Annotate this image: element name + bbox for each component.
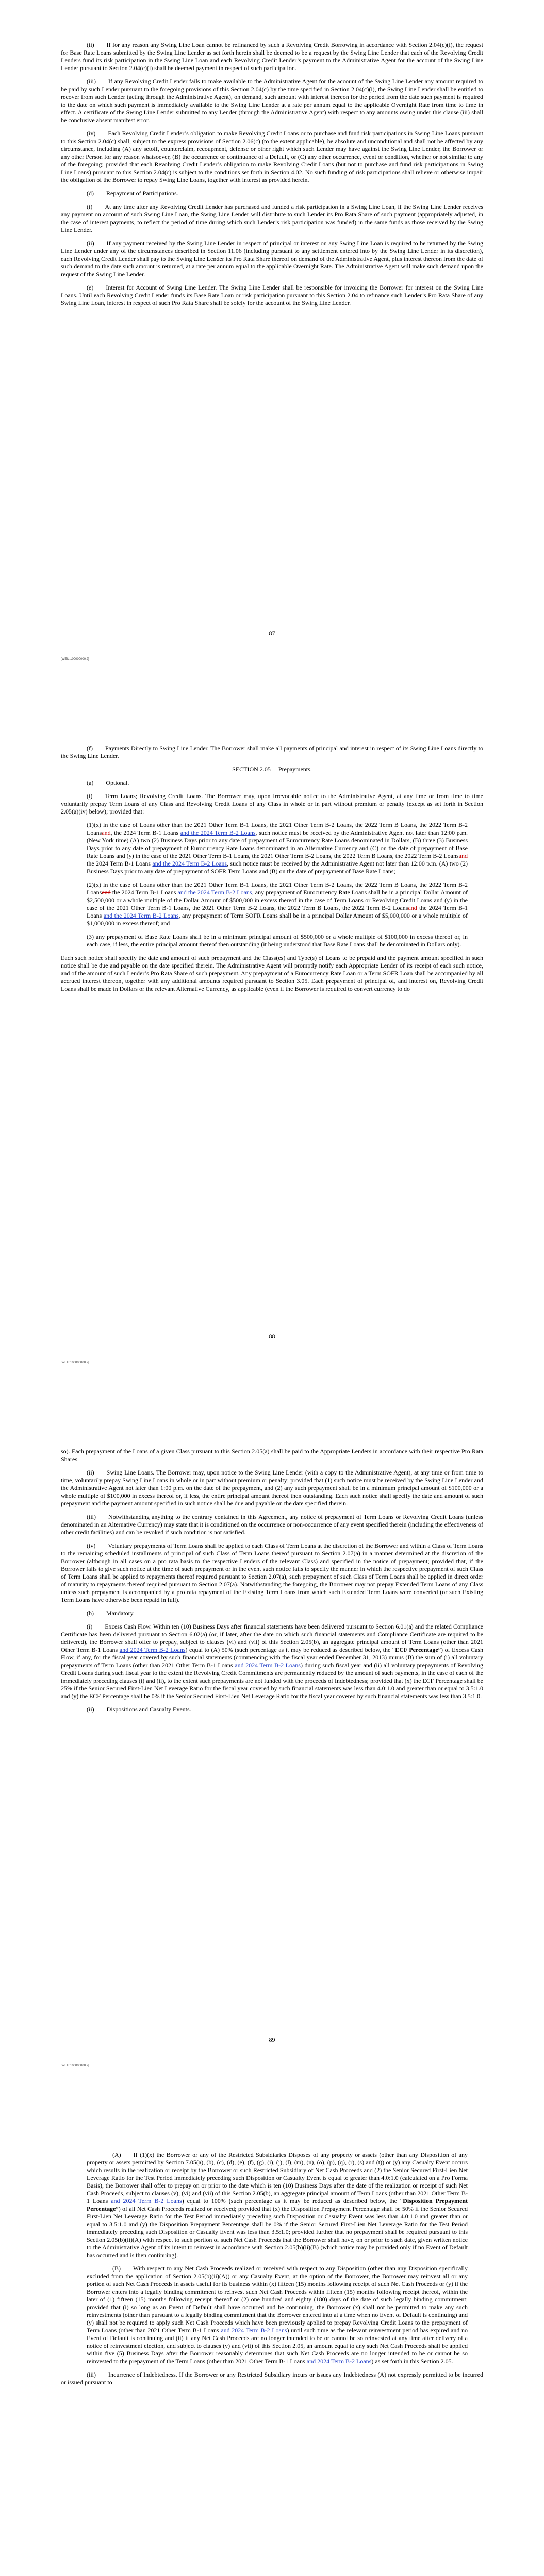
page-content (61, 1448, 483, 1719)
para-text: ”) of Excess Cash Flow, if any, for the fiscal year covered by such financial statements (commencing with the fiscal year ended December 31, 2013) minus (B) the sum of (i) all voluntary prepayments of Term Loans (other than 2021 Other Term B-1 Loans (61, 1646, 483, 1669)
clause-text: (2)(x) in the case of Loans other than the 2021 Other Term B-1 Loans, the 2021 Other Term B-2 Loans, the 2022 Term B Loans, the 2022 Term B-2 Loans (87, 881, 468, 896)
heading-optional: (a) Optional. (87, 779, 129, 786)
deleted-text: and (102, 829, 111, 836)
document-id: [WEIL:100000000.2] (61, 1361, 89, 1364)
page-number: 89 (269, 2036, 275, 2043)
paragraph-f: (f) Payments Directly to Swing Line Lender. The Borrower shall make all payments of principal and interest in respect of its Swing Line Loans directly to the Swing Line Lender. (61, 744, 483, 759)
clause-text: , the 2024 Term B-1 Loans (110, 829, 179, 836)
deleted-text: and (408, 904, 417, 911)
page-number: 88 (269, 1333, 275, 1340)
paragraph-a-iv: (iv) Voluntary prepayments of Term Loans shall be applied to each Class of Term Loans at the discretion of the Borrower and within a Class of Term Loans to the remaining scheduled installments of principal of such Class of Term Loans thereof pursuant to Section 2.07(a) in a manner determined at the discretion of the Borrower (although in all cases on a pro rata basis to the respective Lenders of the relevant Class) and specified in the notice of prepayment; provided that, if the Borrower fails to give such notice at the time of such prepayment or in the event such notice fails to specify the manner in which the respective prepayment of such Class of Term Loans shall be applied to repayments thereof required pursuant to Section 2.07(a), such prepayment of such Class of Term Loans shall be applied in direct order of maturity to repayments thereof required pursuant to Section 2.07(a). Notwithstanding the foregoing, the Borrower may not prepay Extended Term Loans of any Class unless such prepayment is accompanied by a pro rata repayment of the Existing Term Loans from which such Extended Term Loans were converted (or such Existing Term Loans have otherwise been repaid in full). (61, 1542, 483, 1603)
clause-text: the 2024 Term B-1 Loans (87, 860, 151, 867)
clause-text: (1)(x) in the case of Loans other than the 2021 Other Term B-1 Loans, the 2021 Other Term B-2 Loans, the 2022 Term B Loans, the 2022 Term B-2 Loans (87, 821, 468, 836)
inserted-text: and the 2024 Term B-2 Loans (177, 889, 252, 896)
para-text: ”) of all Net Cash Proceeds realized or received; provided that (x) the Disposition Prepayment Percentage shall be 50% if the Senior Secured First-Lien Net Leverage Ratio for the Test Period immediately preceding such Disposition or Casualty Event was less than 4.0:1.0 and greater than or equal to 3.5:1.0 and (y) the Disposition Prepayment Percentage shall be 0% if the Senior Secured First-Lien Net Leverage Ratio for the Test Period immediately preceding such Disposition or Casualty Event was less than 3.5:1.0; provided further that no prepayment shall be required pursuant to this Section 2.05(b)(ii)(A) with respect to such portion of such Net Cash Proceeds that the Borrower shall have, on or prior to such date, given written notice to the Administrative Agent of its intent to reinvest in accordance with Section 2.05(b)(ii)(B) (which notice may be provided only if no Event of Default has occurred and is then continuing). (87, 2205, 468, 2259)
paragraph-b-iii: (iii) Incurrence of Indebtedness. If the Borrower or any Restricted Subsidiary incurs or issues any Indebtedness (A) not expressly permitted to be incurred or issued pursuant to (61, 2371, 483, 2386)
inserted-text: and 2024 Term B-2 Loans (235, 1662, 301, 1669)
paragraph-a-ii: (ii) Swing Line Loans. The Borrower may, upon notice to the Swing Line Lender (with a copy to the Administrative Agent), at any time or from time to time, voluntarily prepay Swing Line Loans in whole or in part without premium or penalty; provided that (1) such notice must be received by the Swing Line Lender and the Administrative Agent not later than 1:00 p.m. on the date of the prepayment, and (2) any such prepayment shall be in a minimum principal amount of $100,000 or a whole multiple of $100,000 in excess thereof or, if less, the entire principal amount thereof then outstanding. Each such notice shall specify the date and amount of such prepayment and the payment amount specified in such notice shall be due and payable on the date specified therein. (61, 1469, 483, 1507)
inserted-text: and the 2024 Term B-2 Loans (180, 829, 256, 836)
inserted-text: and 2024 Term B-2 Loans (111, 2197, 182, 2205)
paragraph-b-i (61, 1623, 483, 1700)
paragraph-continued: so). Each prepayment of the Loans of a given Class pursuant to this Section 2.05(a) shall be paid to the Appropriate Lenders in accordance with their respective Pro Rata Shares. (61, 1448, 483, 1463)
inserted-text: and the 2024 Term B-2 Loans (152, 860, 227, 867)
paragraph-e: (e) Interest for Account of Swing Line Lender. The Swing Line Lender shall be responsible for invoicing the Borrower for interest on the Swing Line Loans. Until each Revolving Credit Lender funds its Base Rate Loan or risk participation pursuant to this Section 2.04 to refinance such Lender’s Pro Rata Share of any Swing Line Loan, interest in respect of such Pro Rata Share shall be solely for the account of the Swing Line Lender. (61, 284, 483, 307)
para-text: (A) If (1)(x) the Borrower or any of the Restricted Subsidiaries Disposes of any property or assets (other than any Disposition of any property or assets permitted by Section 7.05(a), (b), (c), (d), (e), (f), (g), (i), (j), (l), (m), (n), (o), (p), (q), (r), (s) and (t)) or (y) any Casualty Event occurs which results in the realization or receipt by the Borrower or such Restricted Subsidiary of Net Cash Proceeds and (2) the Senior Secured First-Lien Net Leverage Ratio for the Test Period immediately preceding such Disposition or Casualty Event is equal to greater than 4.0:1.0 (calculated on a Pro Forma Basis), the Borrower shall offer to prepay on or prior to the date which is ten (10) Business Days after the date of the realization or receipt of such Net Cash Proceeds, subject to clauses (v), (vi) and (vii) of this Section 2.05(b), an aggregate principal amount of Term Loans (other than 2021 Other Term B-1 Loans (87, 2151, 468, 2205)
section-label: SECTION 2.05 (232, 766, 271, 773)
inserted-text: and 2024 Term B-2 Loans (119, 1646, 186, 1653)
para-text: (i) Excess Cash Flow. Within ten (10) Business Days after financial statements have been delivered pursuant to Section 6.01(a) and the related Compliance Certificate has been delivered pursuant to Section 6.02(a) (or, if later, after the date on which such financial statements and Compliance Certificate are required to be delivered), the Borrower shall offer to prepay, subject to clauses (vi) and (vii) of this Section 2.05(b), an aggregate principal amount of Term Loans (other than 2021 Other Term B-1 Loans (61, 1623, 483, 1653)
clause-text: , any prepayment of Eurocurrency Rate Loans shall be in a principal Dollar Amount of $2,500,000 or a whole multiple of the Dollar Amount of $500,000 in excess thereof in the case of Term Loans or Revolving Credit Loans and (y) in the case of the 2021 Other Term B-1 Loans, the 2021 Other Term B-2 Loans, the 2022 Term B Loans, the 2022 Term B-2 Loans (87, 889, 468, 911)
para-text: ) during such fiscal year and (ii) all voluntary prepayments of Revolving Credit Loans during such fiscal year to the extent the Revolving Credit Commitments are permanently reduced by the amount of such payments, in the case of each of the immediately preceding clauses (i) and (ii), to the extent such prepayments are not funded with the proceeds of Indebtedness; provided that (x) the ECF Percentage shall be 25% if the Senior Secured First-Lien Net Leverage Ratio for the fiscal year covered by such financial statements was less than 4.0:1.0 and greater than or equal to 3.5:1.0 and (y) the ECF Percentage shall be 0% if the Senior Secured First-Lien Net Leverage Ratio for the fiscal year covered by such financial statements was less than 3.5:1.0. (61, 1662, 484, 1700)
page-number: 87 (269, 630, 275, 637)
clause-text: , such notice must be received by the Administrative Agent not later than 12:00 p.m. (New York time) (A) two (2) Business Days prior to any date of prepayment of Eurocurrency Rate Loans denominated in Dollars, (B) three (3) Business Days prior to any date of prepayment of Eurocurrency Rate Loans denominated in an Alternative Currency and (C) on the date of prepayment of Base Rate Loans and (y) in the case of the 2021 Other Term B-1 Loans, the 2021 Other Term B-2 Loans, the 2022 Term B Loans, the 2022 Term B-2 Loans (87, 829, 468, 859)
deleted-text: and (458, 852, 468, 859)
page-content (61, 41, 483, 313)
page-content (61, 2151, 483, 2392)
paragraph-d-ii: (ii) If any payment received by the Swing Line Lender in respect of principal or interest on any Swing Line Loan is required to be returned by the Swing Line Lender under any of the circumstances described in Section 11.06 (including pursuant to any settlement entered into by the Swing Line Lender in its discretion), each Revolving Credit Lender shall pay to the Swing Line Lender its Pro Rata Share thereof on demand of the Administrative Agent, plus interest thereon from the date of such demand to the date such amount is returned, at a rate per annum equal to the applicable Overnight Rate. The Administrative Agent will make such demand upon the request of the Swing Line Lender. (61, 240, 483, 278)
para-text: ) equal to 100% (such percentage as it may be reduced as described below, the “ (182, 2197, 403, 2205)
paragraph-a-iii: (iii) Notwithstanding anything to the contrary contained in this Agreement, any notice of prepayment of Term Loans or Revolving Credit Loans (unless denominated in an Alternative Currency) may state that it is conditioned on the occurrence or non-occurrence of any event specified therein (including the effectiveness of other credit facilities) and can be revoked if such condition is not satisfied. (61, 1513, 483, 1536)
paragraph-d-i: (i) At any time after any Revolving Credit Lender has purchased and funded a risk participation in a Swing Line Loan, if the Swing Line Lender receives any payment on account of such Swing Line Loan, the Swing Line Lender will distribute to such Lender its Pro Rata Share of such payment (appropriately adjusted, in the case of interest payments, to reflect the period of time during which such Lender’s risk participation was funded) in the same funds as those received by the Swing Line Lender. (61, 203, 483, 233)
clause-text: , any prepayment of Term SOFR Loans shall be in a principal Dollar Amount of $5,000,000 or a whole multiple of $1,000,000 in excess thereof; and (87, 912, 468, 927)
defined-term: ECF Percentage (395, 1646, 438, 1653)
paragraph-c-iv: (iv) Each Revolving Credit Lender’s obligation to make Revolving Credit Loans or to purchase and fund risk participations in Swing Line Loans pursuant to this Section 2.04(c) shall, subject to the express provisions of Section 2.06(c) (to the extent applicable), be absolute and unconditional and shall not be affected by any circumstance, including (A) any setoff, counterclaim, recoupment, defense or other right which such Lender may have against the Swing Line Lender, the Borrower or any other Person for any reason whatsoever, (B) the occurrence or continuance of a Default, or (C) any other occurrence, event or condition, whether or not similar to any of the foregoing; provided that each Revolving Credit Lender’s obligation to make Revolving Credit Loans (but not to purchase and fund risk participations in Swing Line Loans) pursuant to this Section 2.04(c) is subject to the conditions set forth in Section 4.02. No such funding of risk participations shall relieve or otherwise impair the obligation of the Borrower to repay Swing Line Loans, together with interest as provided herein. (61, 130, 483, 183)
document-page-89 (0, 1406, 544, 2110)
heading-dispositions: (ii) Dispositions and Casualty Events. (87, 1706, 191, 1713)
document-page-88 (0, 703, 544, 1406)
section-heading (61, 766, 483, 773)
paragraph-c-ii: (ii) If for any reason any Swing Line Loan cannot be refinanced by such a Revolving Credit Borrowing in accordance with Section 2.04(c)(i), the request for Base Rate Loans submitted by the Swing Line Lender as set forth herein shall be deemed to be a request by the Swing Line Lender that each of the Revolving Credit Lenders fund its risk participation in the Swing Line Loan and each Revolving Credit Lender’s payment to the Administrative Agent for the account of the Swing Line Lender pursuant to Section 2.04(c)(i) shall be deemed payment in respect of such participation. (61, 41, 483, 72)
document-id: [WEIL:100000000.2] (61, 658, 89, 661)
paragraph-a-i: (i) Term Loans; Revolving Credit Loans. The Borrower may, upon irrevocable notice to the Administrative Agent, at any time or from time to time voluntarily prepay Term Loans of any Class and Revolving Credit Loans of any Class in whole or in part without premium or penalty (except as set forth in Section 2.05(a)(iv) below); provided that: (61, 792, 483, 815)
clause-text: the 2024 Term B-1 Loans (87, 904, 468, 919)
clause-text: the 2024 Term B-1 Loans (110, 889, 176, 896)
heading-repayment-of-participations: (d) Repayment of Participations. (87, 190, 178, 197)
clause-text: , such notice must be received by the Administrative Agent not later than 12:00 p.m. (A) two (2) Business Days prior to any date of prepayment of SOFR Term Loans and (B) on the date of prepayment of Base Rate Loans; (87, 860, 468, 875)
document-id: [WEIL:100000000.2] (61, 2064, 89, 2067)
document-page-90 (0, 2110, 544, 2576)
clause-1 (87, 821, 468, 875)
paragraph-B (87, 2265, 468, 2365)
clause-3: (3) any prepayment of Base Rate Loans shall be in a minimum principal amount of $500,000 or a whole multiple of $100,000 in excess thereof or, in each case, if less, the entire principal amount thereof then outstanding (it being understood that Base Rate Loans shall be denominated in Dollars only). (87, 933, 468, 948)
inserted-text: and 2024 Term B-2 Loans (221, 2327, 287, 2334)
para-text: ) equal to (A) 50% (such percentage as it may be reduced as described below, the “ (185, 1646, 395, 1653)
inserted-text: and the 2024 Term B-2 Loans (103, 912, 179, 919)
deleted-text: and (102, 889, 111, 896)
section-title: Prepayments. (278, 766, 312, 773)
inserted-text: and 2024 Term B-2 Loans (306, 2358, 372, 2365)
heading-mandatory: (b) Mandatory. (87, 1609, 135, 1617)
document-page-87 (0, 0, 544, 703)
para-text: ) until such time as the relevant reinvestment period has expired and no Event of Default is continuing and (ii) if any Net Cash Proceeds are no longer intended to be or cannot be so reinvested at any time after delivery of a notice of reinvestment election, and subject to clauses (v) and (vii) of this Section 2.05, an amount equal to any such Net Cash Proceeds shall be applied within five (5) Business Days after the Borrower reasonably determines that such Net Cash Proceeds are no longer intended to be or cannot be so reinvested to the prepayment of the Term Loans (other than 2021 Other Term B-1 Loans (87, 2327, 468, 2365)
paragraph-notice: Each such notice shall specify the date and amount of such prepayment and the Class(es) and Type(s) of Loans to be prepaid and the payment amount specified in such notice shall be due and payable on the date specified therein. The Administrative Agent will promptly notify each Appropriate Lender of its receipt of each such notice, and of the amount of such Lender’s Pro Rata Share of such prepayment. Any prepayment of a Eurocurrency Rate Loan or a Term SOFR Loan shall be accompanied by all accrued interest thereon, together with any additional amounts required pursuant to Section 3.05. Each prepayment of principal of, and interest on, Revolving Credit Loans shall be made in Dollars or the relevant Alternative Currency, as applicable (even if the Borrower is required to convert currency to do (61, 954, 483, 992)
page-content (61, 744, 483, 998)
paragraph-A (87, 2151, 468, 2259)
paragraph-c-iii: (iii) If any Revolving Credit Lender fails to make available to the Administrative Agent for the account of the Swing Line Lender any amount required to be paid by such Lender pursuant to the foregoing provisions of this Section 2.04(c) by the time specified in Section 2.04(c)(i), the Swing Line Lender shall be entitled to recover from such Lender (acting through the Administrative Agent), on demand, such amount with interest thereon for the period from the date such payment is required to the date on which such payment is immediately available to the Swing Line Lender at a rate per annum equal to the applicable Overnight Rate from time to time in effect. A certificate of the Swing Line Lender submitted to any Lender (through the Administrative Agent) with respect to any amounts owing under this clause (iii) shall be conclusive absent manifest error. (61, 78, 483, 124)
para-text: (B) With respect to any Net Cash Proceeds realized or received with respect to any Disposition (other than any Disposition specifically excluded from the application of Section 2.05(b)(ii)(A)) or any Casualty Event, at the option of the Borrower, the Borrower may reinvest all or any portion of such Net Cash Proceeds in assets useful for its business within (x) fifteen (15) months following receipt of such Net Cash Proceeds or (y) if the Borrower enters into a legally binding commitment to reinvest such Net Cash Proceeds within fifteen (15) months following receipt thereof, within the later of (1) fifteen (15) months following receipt thereof or (2) one hundred and eighty (180) days of the date of such legally binding commitment; provided that (i) so long as an Event of Default shall have occurred and be continuing, the Borrower (x) shall not be permitted to make any such reinvestments (other than pursuant to a legally binding commitment that the Borrower entered into at a time when no Event of Default is continuing) and (y) shall not be required to apply such Net Cash Proceeds which have been previously applied to prepay Revolving Credit Loans to the prepayment of Term Loans (other than 2021 Other Term B-1 Loans (87, 2265, 468, 2334)
defined-term: Disposition Prepayment Percentage (87, 2197, 468, 2212)
clause-2 (87, 881, 468, 927)
para-text: ) as set forth in this Section 2.05. (371, 2358, 453, 2365)
